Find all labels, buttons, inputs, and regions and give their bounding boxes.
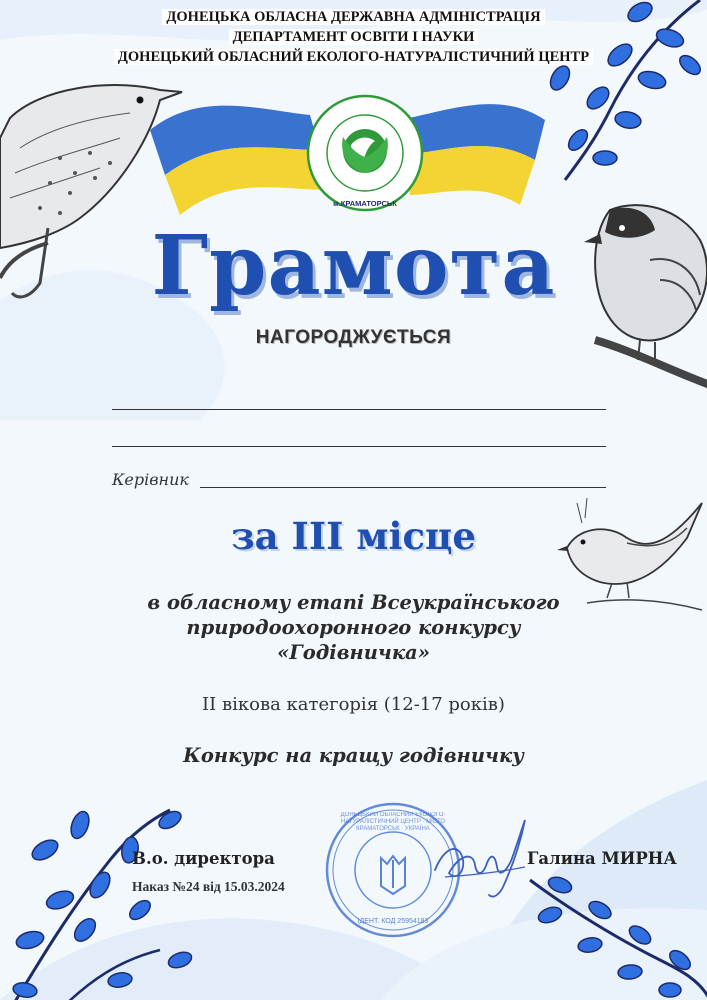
header-line-3: ДОНЕЦЬКИЙ ОБЛАСНИЙ ЕКОЛОГО-НАТУРАЛІСТИЧНИЙ ЦЕНТР — [0, 48, 707, 67]
header-line-2: ДЕПАРТАМЕНТ ОСВІТИ І НАУКИ — [0, 28, 707, 47]
stamp-code: ІДЕНТ. КОД 25954183 — [357, 918, 429, 925]
stage-line-1: в обласному етапі Всеукраїнського — [147, 591, 560, 614]
emblem-city: м.КРАМАТОРСЬК — [333, 199, 397, 208]
leader-line — [200, 487, 606, 488]
recipient-line-1 — [112, 409, 606, 410]
leader-label: Керівник — [112, 470, 189, 489]
age-category: ІІ вікова категорія (12-17 років) — [202, 694, 505, 715]
contest-stage — [0, 590, 707, 665]
leaf-branch-bottom-right — [510, 860, 707, 1000]
header-line-1: ДОНЕЦЬКА ОБЛАСНА ДЕРЖАВНА АДМІНІСТРАЦІЯ — [0, 8, 707, 27]
recipient-line-2 — [112, 446, 606, 447]
awarded-heading: НАГОРОДЖУЄТЬСЯ — [255, 327, 452, 348]
certificate-title: Грамота — [151, 218, 556, 314]
stamp-ring-text: ДОНЕЦЬКИЙ ОБЛАСНИЙ ЕКОЛОГО-НАТУРАЛІСТИЧНИЙ ЦЕНТР · МІСТО КРАМАТОРСЬК · УКРАЇНА — [340, 812, 446, 832]
director-title: В.о. директора — [132, 849, 275, 868]
place-text: за ІІІ місце — [231, 514, 476, 558]
director-name: Галина МИРНА — [527, 849, 677, 868]
order-reference: Наказ №24 від 15.03.2024 — [132, 879, 285, 894]
stage-line-3: «Годівничка» — [277, 641, 430, 664]
signature-mark — [425, 815, 535, 905]
nomination-text: Конкурс на кращу годівничку — [183, 744, 524, 767]
stage-line-2: природоохоронного конкурсу — [186, 616, 521, 639]
leaf-branch-bottom-left — [0, 790, 260, 1000]
